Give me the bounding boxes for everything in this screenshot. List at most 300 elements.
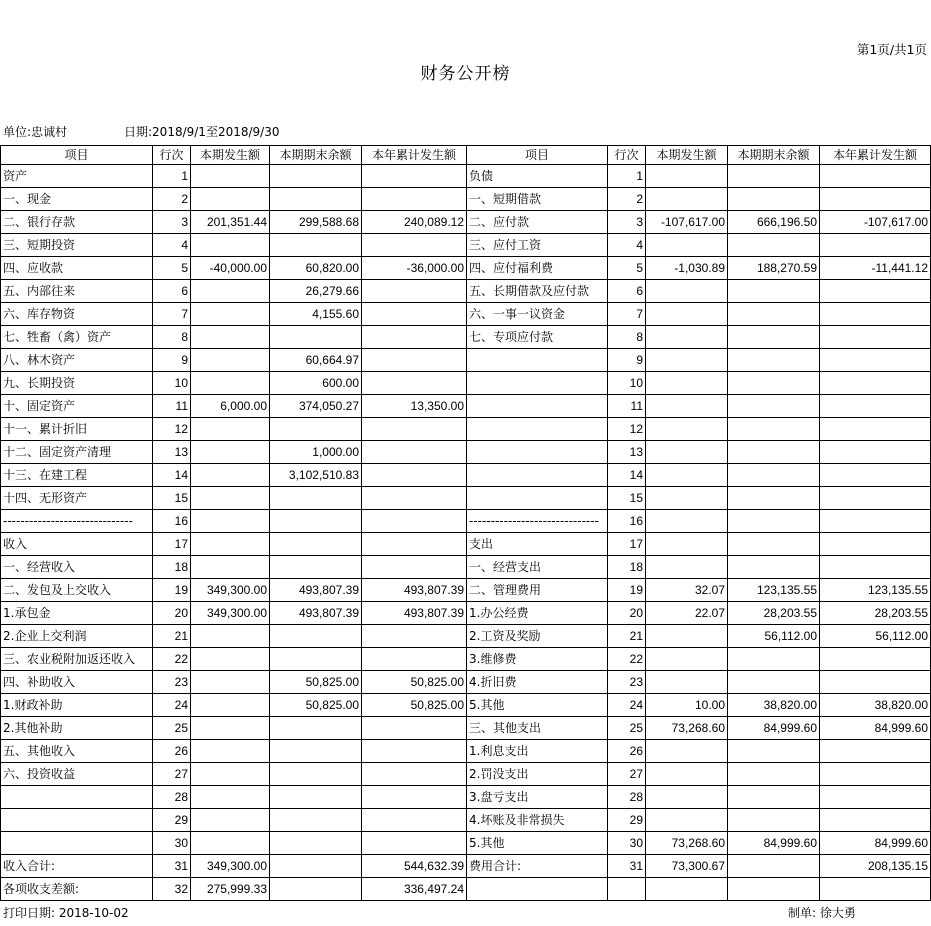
table-row — [1, 694, 931, 717]
right-ytd-amount-cell — [820, 763, 931, 786]
left-ytd-amount-cell — [362, 326, 467, 349]
left-item-cell — [1, 832, 153, 855]
left-line-no-cell: 9 — [153, 349, 191, 372]
right-current-amount-cell — [646, 878, 728, 901]
left-current-amount-cell — [191, 717, 270, 740]
right-item-cell: 五、长期借款及应付款 — [467, 280, 608, 303]
right-line-no-cell: 22 — [608, 648, 646, 671]
right-ytd-amount-cell — [820, 326, 931, 349]
right-item-cell: 六、一事一议资金 — [467, 303, 608, 326]
left-item-cell: 四、补助收入 — [1, 671, 153, 694]
left-item-cell: 九、长期投资 — [1, 372, 153, 395]
right-line-no-cell: 20 — [608, 602, 646, 625]
table-row — [1, 257, 931, 280]
left-ytd-amount-cell — [362, 786, 467, 809]
left-line-no-cell: 22 — [153, 648, 191, 671]
right-ytd-amount-cell — [820, 418, 931, 441]
column-header: 本期期末余额 — [728, 146, 820, 165]
left-current-amount-cell — [191, 418, 270, 441]
left-current-amount-cell — [191, 372, 270, 395]
right-period-end-balance-cell — [728, 165, 820, 188]
right-line-no-cell: 18 — [608, 556, 646, 579]
right-period-end-balance-cell — [728, 809, 820, 832]
right-item-cell — [467, 395, 608, 418]
left-period-end-balance-cell: 299,588.68 — [270, 211, 362, 234]
right-item-cell: 三、其他支出 — [467, 717, 608, 740]
right-line-no-cell: 2 — [608, 188, 646, 211]
right-period-end-balance-cell — [728, 487, 820, 510]
left-period-end-balance-cell — [270, 625, 362, 648]
right-ytd-amount-cell — [820, 556, 931, 579]
right-period-end-balance-cell — [728, 418, 820, 441]
right-period-end-balance-cell — [728, 878, 820, 901]
left-ytd-amount-cell — [362, 510, 467, 533]
left-ytd-amount-cell — [362, 349, 467, 372]
left-ytd-amount-cell: 240,089.12 — [362, 211, 467, 234]
left-ytd-amount-cell — [362, 165, 467, 188]
left-ytd-amount-cell: 493,807.39 — [362, 602, 467, 625]
table-row — [1, 464, 931, 487]
right-current-amount-cell — [646, 372, 728, 395]
right-period-end-balance-cell — [728, 648, 820, 671]
left-period-end-balance-cell — [270, 855, 362, 878]
left-item-cell: 十一、累计折旧 — [1, 418, 153, 441]
left-line-no-cell: 16 — [153, 510, 191, 533]
right-line-no-cell: 12 — [608, 418, 646, 441]
right-ytd-amount-cell — [820, 349, 931, 372]
right-item-cell — [467, 878, 608, 901]
right-item-cell: 5.其他 — [467, 832, 608, 855]
left-current-amount-cell — [191, 165, 270, 188]
left-line-no-cell: 25 — [153, 717, 191, 740]
right-ytd-amount-cell — [820, 809, 931, 832]
left-line-no-cell: 17 — [153, 533, 191, 556]
right-item-cell: 4.坏账及非常损失 — [467, 809, 608, 832]
right-ytd-amount-cell: 123,135.55 — [820, 579, 931, 602]
left-current-amount-cell — [191, 349, 270, 372]
right-current-amount-cell: 32.07 — [646, 579, 728, 602]
right-period-end-balance-cell — [728, 280, 820, 303]
left-current-amount-cell — [191, 556, 270, 579]
left-item-cell — [1, 786, 153, 809]
left-current-amount-cell — [191, 740, 270, 763]
right-period-end-balance-cell — [728, 395, 820, 418]
left-item-cell: 五、其他收入 — [1, 740, 153, 763]
left-ytd-amount-cell — [362, 717, 467, 740]
right-ytd-amount-cell — [820, 487, 931, 510]
right-period-end-balance-cell — [728, 464, 820, 487]
right-current-amount-cell: -107,617.00 — [646, 211, 728, 234]
table-row — [1, 533, 931, 556]
left-current-amount-cell — [191, 326, 270, 349]
right-current-amount-cell — [646, 556, 728, 579]
right-item-cell — [467, 372, 608, 395]
left-current-amount-cell — [191, 234, 270, 257]
left-current-amount-cell: -40,000.00 — [191, 257, 270, 280]
right-ytd-amount-cell — [820, 533, 931, 556]
left-line-no-cell: 30 — [153, 832, 191, 855]
table-row — [1, 579, 931, 602]
right-ytd-amount-cell — [820, 165, 931, 188]
left-period-end-balance-cell — [270, 533, 362, 556]
left-item-cell: 六、投资收益 — [1, 763, 153, 786]
left-item-cell: 一、现金 — [1, 188, 153, 211]
left-item-cell: 二、银行存款 — [1, 211, 153, 234]
right-period-end-balance-cell — [728, 349, 820, 372]
left-period-end-balance-cell — [270, 487, 362, 510]
right-line-no-cell — [608, 878, 646, 901]
left-current-amount-cell — [191, 694, 270, 717]
left-line-no-cell: 24 — [153, 694, 191, 717]
left-current-amount-cell — [191, 280, 270, 303]
left-period-end-balance-cell: 26,279.66 — [270, 280, 362, 303]
right-item-cell: 4.折旧费 — [467, 671, 608, 694]
left-period-end-balance-cell — [270, 556, 362, 579]
left-line-no-cell: 28 — [153, 786, 191, 809]
right-period-end-balance-cell — [728, 441, 820, 464]
right-item-cell: 二、管理费用 — [467, 579, 608, 602]
left-ytd-amount-cell: 13,350.00 — [362, 395, 467, 418]
left-item-cell: 三、短期投资 — [1, 234, 153, 257]
left-item-cell: 收入合计: — [1, 855, 153, 878]
left-period-end-balance-cell: 374,050.27 — [270, 395, 362, 418]
table-row — [1, 188, 931, 211]
left-item-cell: 六、库存物资 — [1, 303, 153, 326]
left-item-cell: ------------------------------ — [1, 510, 153, 533]
left-current-amount-cell: 6,000.00 — [191, 395, 270, 418]
left-line-no-cell: 15 — [153, 487, 191, 510]
left-current-amount-cell — [191, 625, 270, 648]
right-ytd-amount-cell — [820, 464, 931, 487]
left-period-end-balance-cell: 600.00 — [270, 372, 362, 395]
right-line-no-cell: 30 — [608, 832, 646, 855]
table-row — [1, 786, 931, 809]
right-period-end-balance-cell: 123,135.55 — [728, 579, 820, 602]
left-line-no-cell: 19 — [153, 579, 191, 602]
right-current-amount-cell — [646, 671, 728, 694]
left-item-cell: 一、经营收入 — [1, 556, 153, 579]
left-item-cell: 2.其他补助 — [1, 717, 153, 740]
left-current-amount-cell: 349,300.00 — [191, 855, 270, 878]
left-ytd-amount-cell: 493,807.39 — [362, 579, 467, 602]
right-ytd-amount-cell — [820, 234, 931, 257]
right-line-no-cell: 6 — [608, 280, 646, 303]
table-row — [1, 740, 931, 763]
left-item-cell — [1, 809, 153, 832]
right-current-amount-cell — [646, 809, 728, 832]
table-row — [1, 602, 931, 625]
left-ytd-amount-cell: 50,825.00 — [362, 694, 467, 717]
left-ytd-amount-cell — [362, 303, 467, 326]
table-row — [1, 809, 931, 832]
right-period-end-balance-cell — [728, 855, 820, 878]
right-line-no-cell: 9 — [608, 349, 646, 372]
right-line-no-cell: 11 — [608, 395, 646, 418]
right-ytd-amount-cell — [820, 786, 931, 809]
table-row — [1, 280, 931, 303]
right-item-cell: 3.维修费 — [467, 648, 608, 671]
right-period-end-balance-cell: 188,270.59 — [728, 257, 820, 280]
left-line-no-cell: 14 — [153, 464, 191, 487]
table-row — [1, 510, 931, 533]
left-ytd-amount-cell — [362, 372, 467, 395]
page-title: 财务公开榜 — [420, 64, 511, 84]
left-period-end-balance-cell: 50,825.00 — [270, 671, 362, 694]
table-row — [1, 418, 931, 441]
table-row — [1, 487, 931, 510]
left-current-amount-cell — [191, 188, 270, 211]
left-current-amount-cell — [191, 648, 270, 671]
left-line-no-cell: 21 — [153, 625, 191, 648]
right-period-end-balance-cell — [728, 763, 820, 786]
left-line-no-cell: 2 — [153, 188, 191, 211]
right-item-cell — [467, 349, 608, 372]
left-ytd-amount-cell — [362, 487, 467, 510]
left-current-amount-cell — [191, 510, 270, 533]
left-item-cell: 1.财政补助 — [1, 694, 153, 717]
left-ytd-amount-cell — [362, 280, 467, 303]
left-item-cell: 三、农业税附加返还收入 — [1, 648, 153, 671]
right-period-end-balance-cell — [728, 234, 820, 257]
right-line-no-cell: 15 — [608, 487, 646, 510]
table-row — [1, 671, 931, 694]
right-item-cell — [467, 464, 608, 487]
left-current-amount-cell — [191, 441, 270, 464]
table-row — [1, 395, 931, 418]
left-period-end-balance-cell: 4,155.60 — [270, 303, 362, 326]
right-item-cell: 2.工资及奖励 — [467, 625, 608, 648]
right-period-end-balance-cell: 84,999.60 — [728, 717, 820, 740]
left-line-no-cell: 29 — [153, 809, 191, 832]
right-item-cell: 一、短期借款 — [467, 188, 608, 211]
right-period-end-balance-cell: 666,196.50 — [728, 211, 820, 234]
right-ytd-amount-cell: 56,112.00 — [820, 625, 931, 648]
right-ytd-amount-cell: -11,441.12 — [820, 257, 931, 280]
right-line-no-cell: 1 — [608, 165, 646, 188]
right-ytd-amount-cell — [820, 648, 931, 671]
left-item-cell: 五、内部往来 — [1, 280, 153, 303]
left-period-end-balance-cell — [270, 510, 362, 533]
left-ytd-amount-cell — [362, 188, 467, 211]
right-line-no-cell: 16 — [608, 510, 646, 533]
right-item-cell: 1.办公经费 — [467, 602, 608, 625]
left-period-end-balance-cell — [270, 832, 362, 855]
right-line-no-cell: 4 — [608, 234, 646, 257]
right-ytd-amount-cell — [820, 188, 931, 211]
right-current-amount-cell — [646, 349, 728, 372]
financial-disclosure-table — [0, 145, 931, 901]
right-item-cell: 1.利息支出 — [467, 740, 608, 763]
right-current-amount-cell: 73,268.60 — [646, 717, 728, 740]
left-period-end-balance-cell: 1,000.00 — [270, 441, 362, 464]
table-row — [1, 625, 931, 648]
right-current-amount-cell — [646, 326, 728, 349]
right-line-no-cell: 25 — [608, 717, 646, 740]
right-line-no-cell: 14 — [608, 464, 646, 487]
page-indicator: 第1页/共1页 — [856, 42, 927, 57]
left-current-amount-cell — [191, 671, 270, 694]
table-row — [1, 372, 931, 395]
left-period-end-balance-cell — [270, 763, 362, 786]
left-period-end-balance-cell: 493,807.39 — [270, 602, 362, 625]
right-period-end-balance-cell — [728, 533, 820, 556]
print-date: 打印日期: 2018-10-02 — [3, 906, 129, 920]
right-ytd-amount-cell — [820, 671, 931, 694]
left-ytd-amount-cell — [362, 832, 467, 855]
right-current-amount-cell — [646, 188, 728, 211]
right-ytd-amount-cell — [820, 878, 931, 901]
left-item-cell: 八、林木资产 — [1, 349, 153, 372]
right-ytd-amount-cell: 84,999.60 — [820, 717, 931, 740]
left-line-no-cell: 11 — [153, 395, 191, 418]
right-current-amount-cell — [646, 786, 728, 809]
right-line-no-cell: 13 — [608, 441, 646, 464]
left-ytd-amount-cell — [362, 809, 467, 832]
left-line-no-cell: 27 — [153, 763, 191, 786]
left-current-amount-cell: 275,999.33 — [191, 878, 270, 901]
left-ytd-amount-cell — [362, 556, 467, 579]
left-item-cell: 十四、无形资产 — [1, 487, 153, 510]
right-item-cell — [467, 441, 608, 464]
left-line-no-cell: 18 — [153, 556, 191, 579]
right-item-cell: 七、专项应付款 — [467, 326, 608, 349]
right-period-end-balance-cell — [728, 510, 820, 533]
right-line-no-cell: 7 — [608, 303, 646, 326]
left-line-no-cell: 10 — [153, 372, 191, 395]
column-header: 行次 — [608, 146, 646, 165]
left-line-no-cell: 31 — [153, 855, 191, 878]
right-ytd-amount-cell — [820, 441, 931, 464]
table-row — [1, 349, 931, 372]
right-ytd-amount-cell — [820, 510, 931, 533]
left-period-end-balance-cell — [270, 809, 362, 832]
right-current-amount-cell — [646, 510, 728, 533]
right-period-end-balance-cell — [728, 556, 820, 579]
left-ytd-amount-cell — [362, 234, 467, 257]
left-current-amount-cell — [191, 786, 270, 809]
right-line-no-cell: 19 — [608, 579, 646, 602]
table-row — [1, 303, 931, 326]
right-line-no-cell: 28 — [608, 786, 646, 809]
right-current-amount-cell: 73,300.67 — [646, 855, 728, 878]
right-period-end-balance-cell — [728, 188, 820, 211]
left-line-no-cell: 1 — [153, 165, 191, 188]
left-ytd-amount-cell: -36,000.00 — [362, 257, 467, 280]
column-header: 本期期末余额 — [270, 146, 362, 165]
right-ytd-amount-cell: 28,203.55 — [820, 602, 931, 625]
left-period-end-balance-cell — [270, 234, 362, 257]
table-row — [1, 763, 931, 786]
left-current-amount-cell — [191, 809, 270, 832]
right-period-end-balance-cell — [728, 372, 820, 395]
left-item-cell: 四、应收款 — [1, 257, 153, 280]
left-period-end-balance-cell — [270, 326, 362, 349]
right-period-end-balance-cell: 38,820.00 — [728, 694, 820, 717]
left-period-end-balance-cell — [270, 648, 362, 671]
right-line-no-cell: 24 — [608, 694, 646, 717]
column-header: 本年累计发生额 — [362, 146, 467, 165]
right-ytd-amount-cell: 208,135.15 — [820, 855, 931, 878]
column-header: 本年累计发生额 — [820, 146, 931, 165]
right-item-cell: ------------------------------ — [467, 510, 608, 533]
left-current-amount-cell — [191, 487, 270, 510]
prepared-by: 制单: 徐大勇 — [788, 906, 856, 920]
left-current-amount-cell: 349,300.00 — [191, 602, 270, 625]
left-period-end-balance-cell — [270, 165, 362, 188]
unit-label: 单位:忠诚村 — [3, 125, 68, 139]
right-item-cell: 三、应付工资 — [467, 234, 608, 257]
right-item-cell — [467, 418, 608, 441]
right-current-amount-cell — [646, 625, 728, 648]
left-line-no-cell: 32 — [153, 878, 191, 901]
right-item-cell: 支出 — [467, 533, 608, 556]
left-current-amount-cell — [191, 464, 270, 487]
right-ytd-amount-cell — [820, 395, 931, 418]
left-ytd-amount-cell: 544,632.39 — [362, 855, 467, 878]
left-current-amount-cell — [191, 763, 270, 786]
table-row — [1, 855, 931, 878]
left-item-cell: 十二、固定资产清理 — [1, 441, 153, 464]
right-current-amount-cell: -1,030.89 — [646, 257, 728, 280]
left-item-cell: 十三、在建工程 — [1, 464, 153, 487]
table-row — [1, 648, 931, 671]
right-item-cell: 二、应付款 — [467, 211, 608, 234]
left-ytd-amount-cell — [362, 441, 467, 464]
left-ytd-amount-cell — [362, 648, 467, 671]
right-line-no-cell: 5 — [608, 257, 646, 280]
left-period-end-balance-cell: 3,102,510.83 — [270, 464, 362, 487]
left-line-no-cell: 23 — [153, 671, 191, 694]
right-period-end-balance-cell — [728, 786, 820, 809]
right-item-cell: 一、经营支出 — [467, 556, 608, 579]
right-period-end-balance-cell — [728, 303, 820, 326]
right-current-amount-cell: 73,268.60 — [646, 832, 728, 855]
right-line-no-cell: 29 — [608, 809, 646, 832]
left-item-cell: 1.承包金 — [1, 602, 153, 625]
left-period-end-balance-cell — [270, 418, 362, 441]
right-current-amount-cell — [646, 441, 728, 464]
left-line-no-cell: 20 — [153, 602, 191, 625]
left-item-cell: 资产 — [1, 165, 153, 188]
left-ytd-amount-cell — [362, 464, 467, 487]
left-current-amount-cell: 349,300.00 — [191, 579, 270, 602]
table-row — [1, 556, 931, 579]
right-period-end-balance-cell: 28,203.55 — [728, 602, 820, 625]
right-item-cell: 负债 — [467, 165, 608, 188]
table-row — [1, 717, 931, 740]
left-period-end-balance-cell: 50,825.00 — [270, 694, 362, 717]
left-ytd-amount-cell — [362, 418, 467, 441]
left-ytd-amount-cell: 336,497.24 — [362, 878, 467, 901]
table-row — [1, 234, 931, 257]
left-ytd-amount-cell — [362, 763, 467, 786]
left-line-no-cell: 8 — [153, 326, 191, 349]
table-row — [1, 326, 931, 349]
right-line-no-cell: 27 — [608, 763, 646, 786]
left-period-end-balance-cell — [270, 188, 362, 211]
left-period-end-balance-cell: 60,664.97 — [270, 349, 362, 372]
right-ytd-amount-cell — [820, 740, 931, 763]
right-line-no-cell: 21 — [608, 625, 646, 648]
table-row — [1, 832, 931, 855]
left-current-amount-cell — [191, 832, 270, 855]
right-current-amount-cell — [646, 464, 728, 487]
right-current-amount-cell — [646, 740, 728, 763]
column-header: 项目 — [1, 146, 153, 165]
right-line-no-cell: 26 — [608, 740, 646, 763]
right-period-end-balance-cell: 56,112.00 — [728, 625, 820, 648]
left-ytd-amount-cell — [362, 625, 467, 648]
